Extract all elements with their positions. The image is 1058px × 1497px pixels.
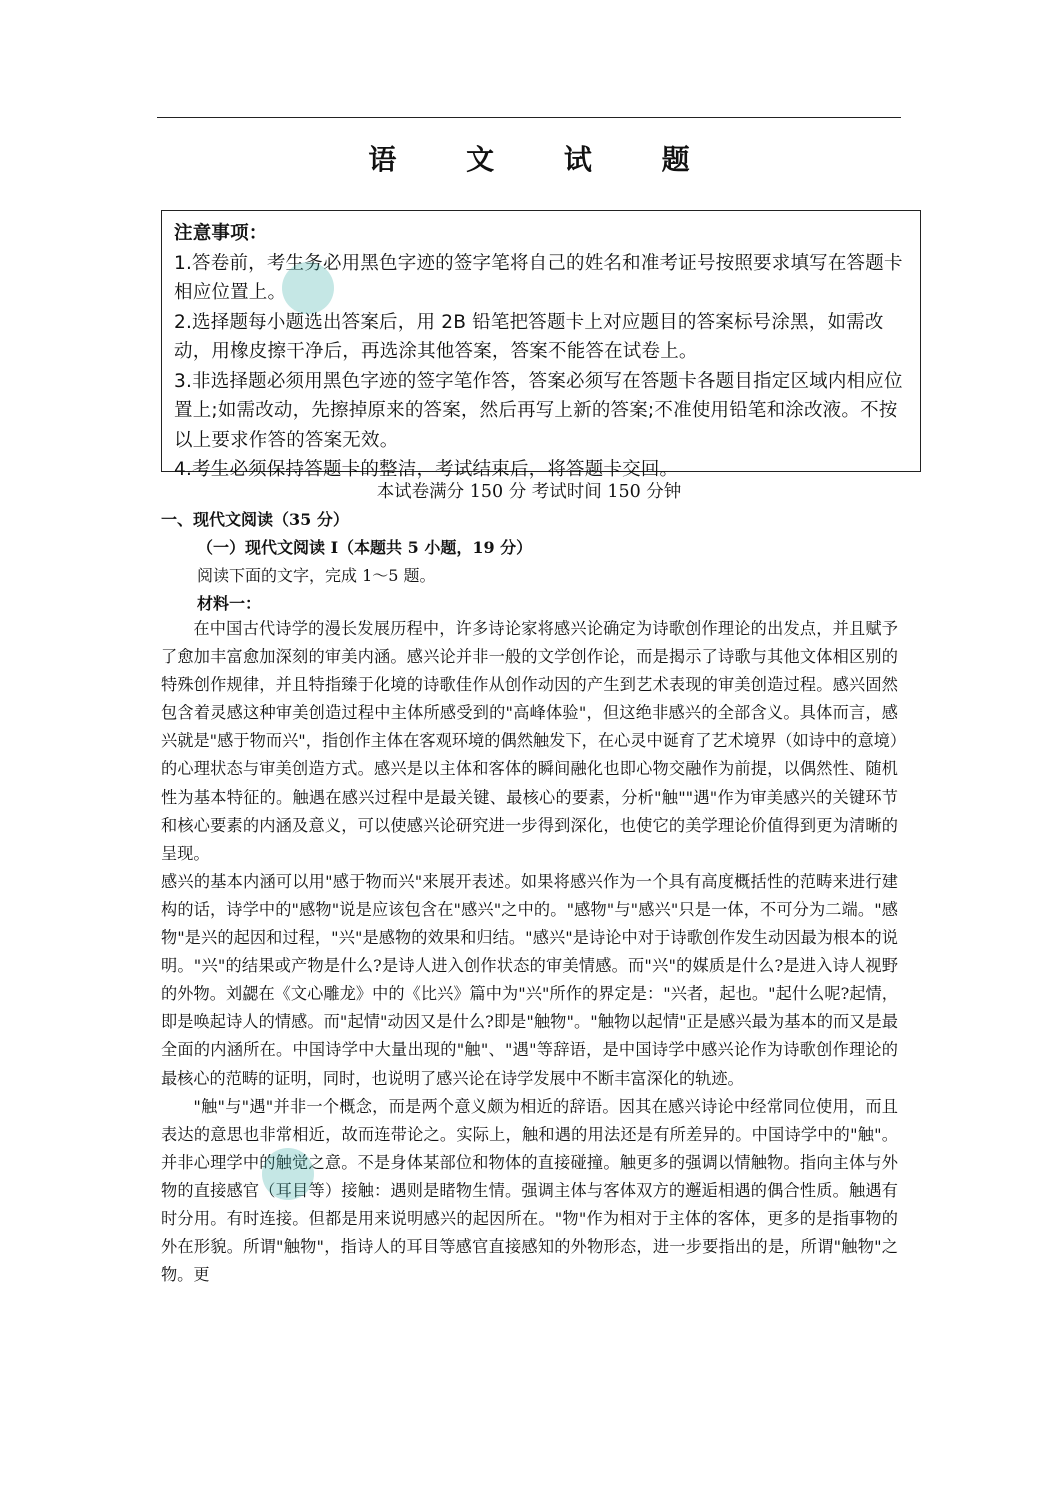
- watermark-logo-bottom: [262, 1148, 314, 1204]
- watermark-circle-icon: [262, 1148, 314, 1200]
- passage-paragraph-3: "触"与"遇"并非一个概念，而是两个意义颇为相近的辞语。因其在感兴诗论中经常同位使用，而且表达的意思也非常相近，故而连带论之。实际上，触和遇的用法还是有所差异的。中国诗学中的"触"。并非心理学中的触觉之意。不是身体某部位和物体的直接碰撞。触更多的强调以情触物。指向主体与外物的直接感官（耳目等）接触：遇则是睹物生情。强调主体与客体双方的邂逅相遇的偶合性质。触遇有时分用。有时连接。但都是用来说明感兴的起因所在。"物"作为相对于主体的客体，更多的是指事物的外在形貌。所谓"触物"，指诗人的耳目等感官直接感知的外物形态，进一步要指出的是，所谓"触物"之物。更: [161, 1096, 898, 1285]
- passage-paragraph-1: 在中国古代诗学的漫长发展历程中，许多诗论家将感兴论确定为诗歌创作理论的出发点，并且赋予了愈加丰富愈加深刻的审美内涵。感兴论并非一般的文学创作论，而是揭示了诗歌与其他文体相区别的特殊创作规律，并且特指臻于化境的诗歌佳作从创作动因的产生到艺术表现的审美创造过程。感兴固然包含着灵感这种审美创造过程中主体所感受到的"高峰体验"，但这绝非感兴的全部含义。具体而言，感兴就是"感于物而兴"，指创作主体在客观环境的偶然触发下，在心灵中诞育了艺术境界（如诗中的意境）的心理状态与审美创造方式。感兴是以主体和客体的瞬间融化也即心物交融作为前提，以偶然性、随机性为基本特征的。触遇在感兴过程中是最关键、最核心的要素，分析"触""遇"作为审美感兴的关键环节和核心要素的内涵及意义，可以使感兴论研究进一步得到深化，也使它的美学理论价值得到更为清晰的呈现。: [161, 619, 898, 863]
- notice-item-4: 4.考生必须保持答题卡的整洁，考试结束后，将答题卡交回。: [174, 459, 679, 480]
- section-title: 一、现代文阅读（35 分）: [161, 510, 349, 529]
- watermark-circle-icon: [282, 262, 334, 314]
- passage-paragraph-2: 感兴的基本内涵可以用"感于物而兴"来展开表述。如果将感兴作为一个具有高度概括性的范畴来进行建构的话，诗学中的"感物"说是应该包含在"感兴"之中的。"感物"与"感兴"只是一体，不可分为二端。"感物"是兴的起因和过程，"兴"是感物的效果和归结。"感兴"是诗论中对于诗歌创作发生动因最为根本的说明。"兴"的结果或产物是什么?是诗人进入创作状态的审美情感。而"兴"的媒质是什么?是进入诗人视野的外物。刘勰在《文心雕龙》中的《比兴》篇中为"兴"所作的界定是："兴者，起也。"起什么呢?起情，即是唤起诗人的情感。而"起情"动因又是什么?即是"触物"。"触物以起情"正是感兴最为基本的而又是最全面的内涵所在。中国诗学中大量出现的"触"、"遇"等辞语，是中国诗学中感兴论作为诗歌创作理论的最核心的范畴的证明，同时，也说明了感兴论在诗学发展中不断丰富深化的轨迹。: [161, 871, 898, 1088]
- notice-item-3: 3.非选择题必须用黑色字迹的签字笔作答，答案必须写在答题卡各题目指定区域内相应位置上;如需改动，先擦掉原来的答案，然后再写上新的答案;不准使用铅笔和涂改液。不按以上要求作答的答案无效。: [174, 370, 903, 451]
- notice-item-2: 2.选择题每小题选出答案后，用 2B 铅笔把答题卡上对应题目的答案标号涂黑，如需改动，用橡皮擦干净后，再选涂其他答案，答案不能答在试卷上。: [174, 311, 884, 362]
- subsection-title: （一）现代文阅读 I（本题共 5 小题，19 分）: [197, 538, 533, 557]
- notice-item-1: 1.答卷前，考生务必用黑色字迹的签字笔将自己的姓名和准考证号按照要求填写在答题卡相应位置上。: [174, 252, 903, 303]
- notice-title: 注意事项：: [174, 223, 268, 244]
- material-label: 材料一：: [197, 594, 262, 613]
- notice-box: [161, 210, 921, 480]
- reading-instruction: 阅读下面的文字，完成 1～5 题。: [197, 566, 436, 585]
- watermark-logo-top: [282, 262, 334, 318]
- header-rule: [157, 117, 901, 118]
- exam-info: 本试卷满分 150 分 考试时间 150 分钟: [376, 482, 682, 502]
- page-title: 语 文 试 题: [368, 143, 720, 176]
